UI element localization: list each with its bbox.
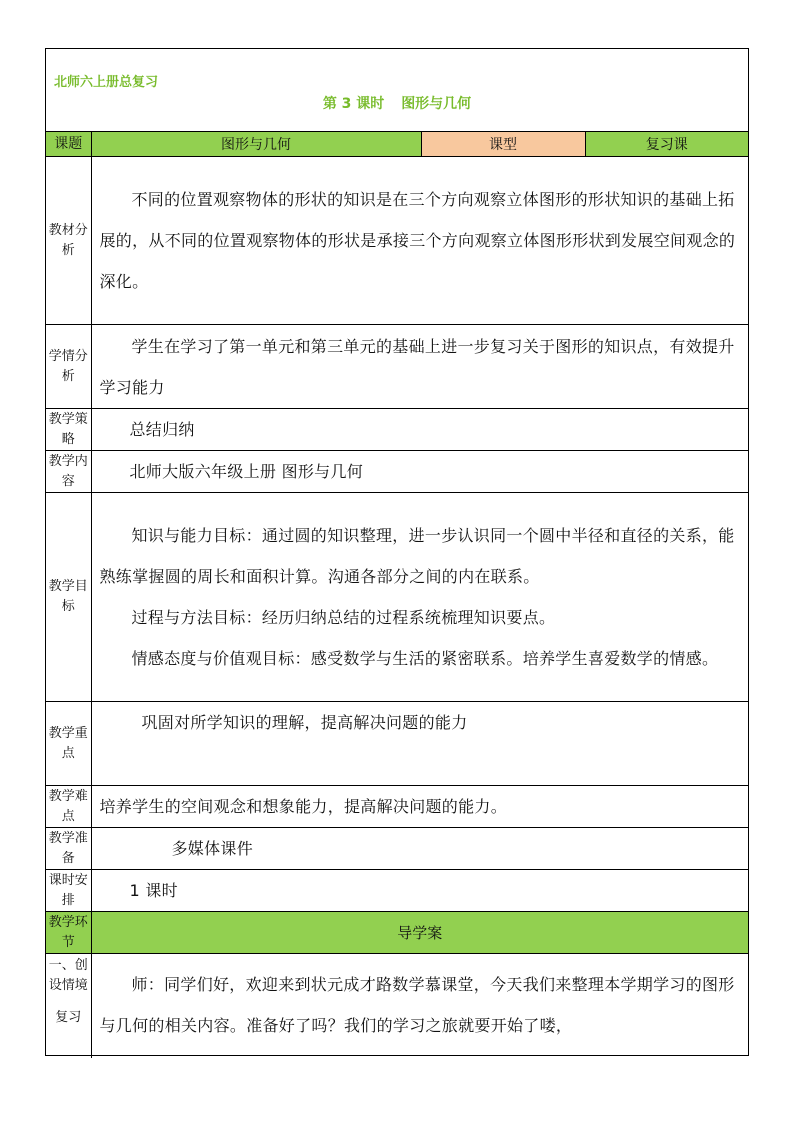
row-scene <box>46 954 748 1059</box>
row-key <box>46 702 748 786</box>
lesson-number: 第 3 课时 <box>322 96 385 112</box>
label-prep: 教学准备 <box>46 828 91 870</box>
label-key: 教学重点 <box>46 702 91 786</box>
goals-text <box>91 493 748 702</box>
row-title <box>46 132 748 157</box>
row-process <box>46 912 748 954</box>
row-strategy <box>46 409 748 451</box>
strategy-text: 总结归纳 <box>91 409 748 451</box>
row-content <box>46 451 748 493</box>
topic-value: 图形与几何 <box>91 132 421 157</box>
prep-text: 多媒体课件 <box>91 828 748 870</box>
label-process: 教学环节 <box>46 912 91 954</box>
type-value: 复习课 <box>585 132 748 157</box>
label-type: 课型 <box>421 132 585 157</box>
lesson-heading <box>46 93 748 113</box>
lesson-plan-table <box>46 132 748 1058</box>
page-header <box>46 49 748 132</box>
lesson-plan-page <box>45 48 749 1056</box>
row-students <box>46 325 748 409</box>
label-scene <box>46 954 91 1059</box>
label-content: 教学内容 <box>46 451 91 493</box>
label-material: 教材分析 <box>46 157 91 325</box>
row-goals <box>46 493 748 702</box>
label-topic: 课题 <box>46 132 91 157</box>
label-difficulty: 教学难点 <box>46 786 91 828</box>
label-students: 学情分析 <box>46 325 91 409</box>
key-text: 巩固对所学知识的理解，提高解决问题的能力 <box>91 702 748 786</box>
difficulty-text: 培养学生的空间观念和想象能力，提高解决问题的能力。 <box>91 786 748 828</box>
scene-label-bottom: 复习 <box>55 1010 82 1025</box>
label-hours: 课时安排 <box>46 870 91 912</box>
lesson-title: 图形与几何 <box>401 96 472 112</box>
students-text: 学生在学习了第一单元和第三单元的基础上进一步复习关于图形的知识点，有效提升学习能力 <box>91 325 748 409</box>
hours-text: 1 课时 <box>91 870 748 912</box>
scene-label-text: 一、创设情境 <box>48 958 88 993</box>
goal-emotion: 情感态度与价值观目标：感受数学与生活的紧密联系。培养学生喜爱数学的情感。 <box>131 649 719 668</box>
label-goals: 教学目标 <box>46 493 91 702</box>
label-strategy: 教学策略 <box>46 409 91 451</box>
series-title: 北师六上册总复习 <box>54 75 159 90</box>
row-material <box>46 157 748 325</box>
goal-process: 过程与方法目标：经历归纳总结的过程系统梳理知识要点。 <box>131 608 556 627</box>
row-difficulty <box>46 786 748 828</box>
content-text: 北师大版六年级上册 图形与几何 <box>91 451 748 493</box>
scene-text: 师：同学们好，欢迎来到状元成才路数学慕课堂，今天我们来整理本学期学习的图形与几何的相关内容。准备好了吗？我们的学习之旅就要开始了喽， <box>91 954 748 1059</box>
goal-knowledge: 知识与能力目标：通过圆的知识整理，进一步认识同一个圆中半径和直径的关系，能熟练掌握圆的周长和面积计算。沟通各部分之间的内在联系。 <box>99 526 735 586</box>
process-value: 导学案 <box>91 912 748 954</box>
material-text: 不同的位置观察物体的形状的知识是在三个方向观察立体图形的形状知识的基础上拓展的，从不同的位置观察物体的形状是承接三个方向观察立体图形形状到发展空间观念的深化。 <box>91 157 748 325</box>
row-prep <box>46 828 748 870</box>
row-hours <box>46 870 748 912</box>
